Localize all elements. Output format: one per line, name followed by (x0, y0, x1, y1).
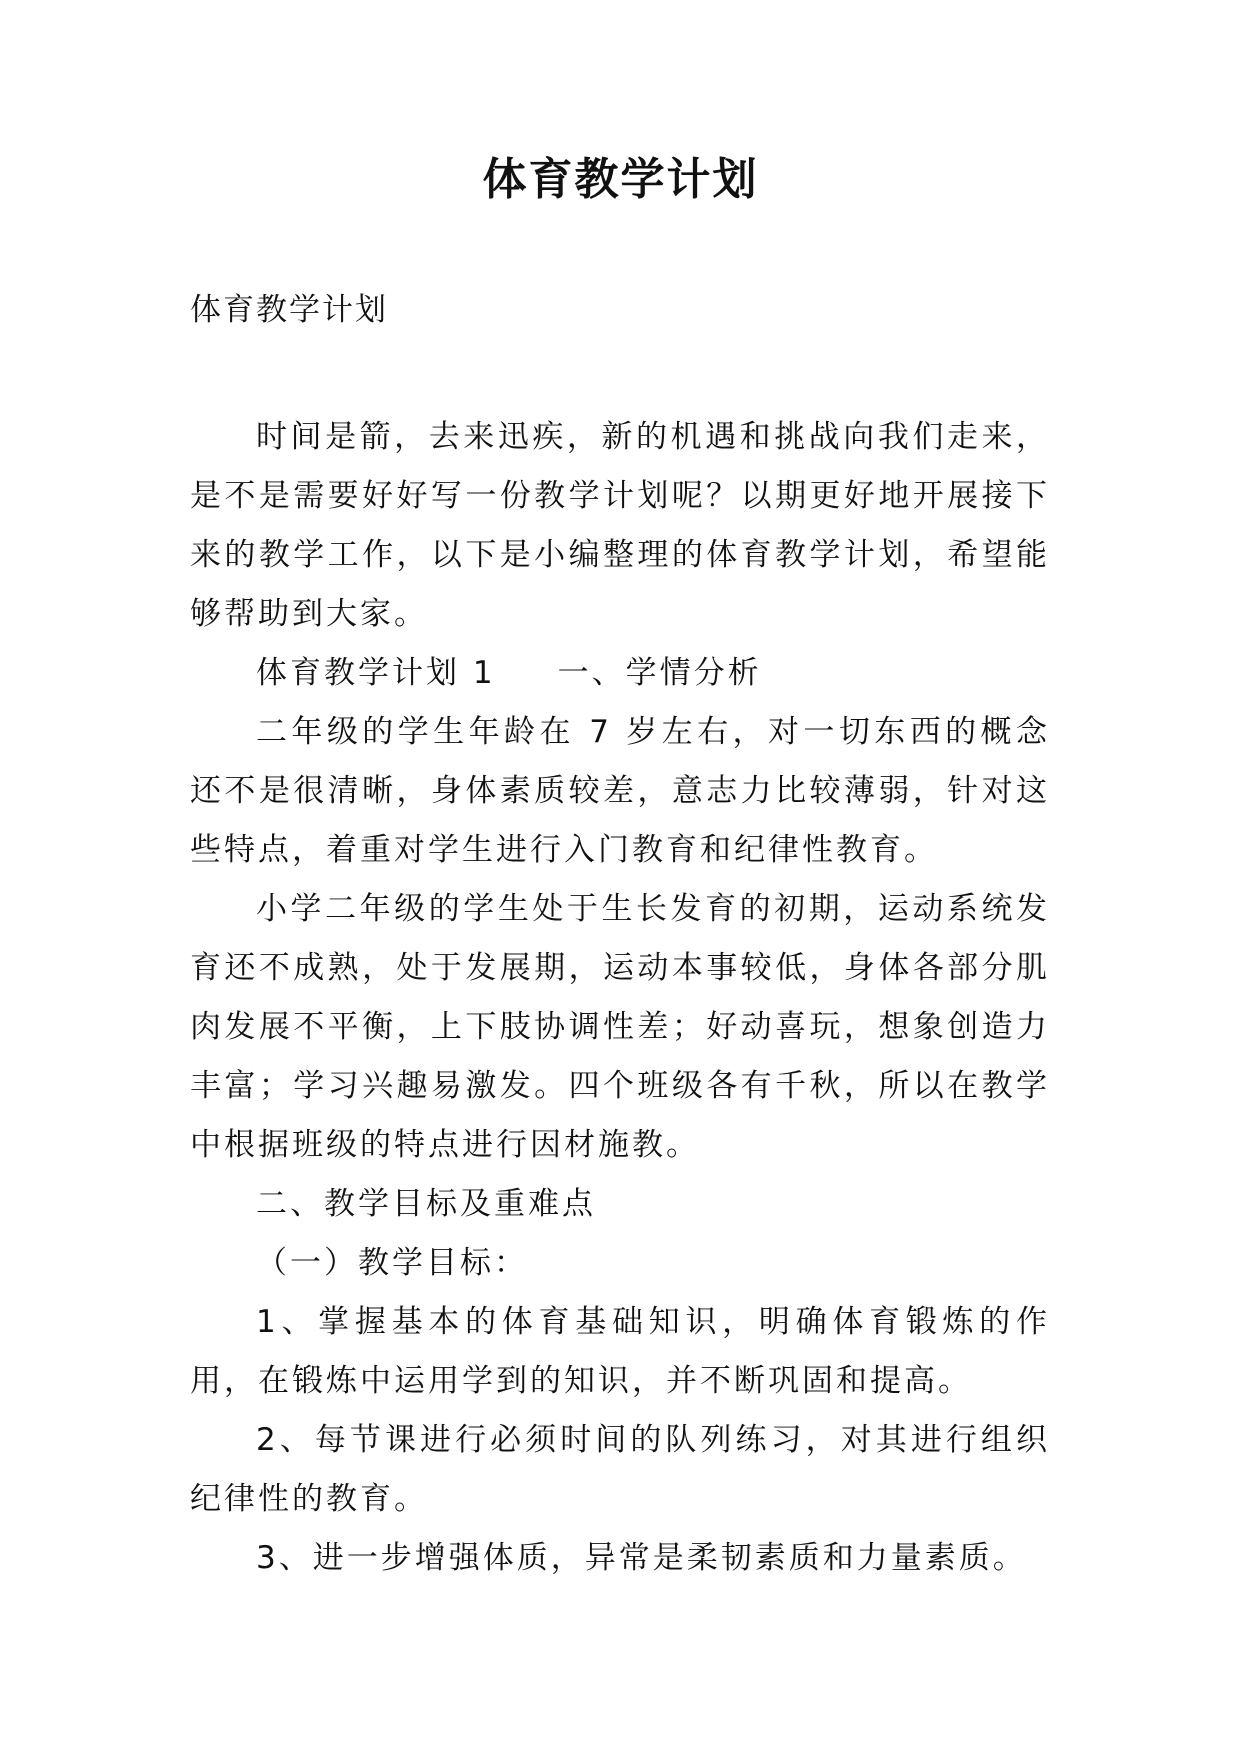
goal-2: 2、每节课进行必须时间的队列练习，对其进行组织纪律性的教育。 (190, 1422, 1050, 1517)
paragraph-2: 小学二年级的学生处于生长发育的初期，运动系统发育还不成熟，处于发展期，运动本事较低，身体各部分肌肉发展不平衡，上下肢协调性差；好动喜玩，想象创造力丰富；学习兴趣易激发。四个班级各有千秋，所以在教学中根据班级的特点进行因材施教。 (190, 891, 1050, 1163)
intro-paragraph: 时间是箭，去来迅疾，新的机遇和挑战向我们走来，是不是需要好好写一份教学计划呢？以期更好地开展接下来的教学工作，以下是小编整理的体育教学计划，希望能够帮助到大家。 (190, 419, 1050, 632)
goals-heading: （一）教学目标： (256, 1245, 528, 1281)
section1-subheading: 一、学情分析 (557, 655, 762, 691)
section1-heading: 体育教学计划 1 (256, 655, 496, 691)
section2-heading: 二、教学目标及重难点 (256, 1186, 596, 1222)
document-title: 体育教学计划 (482, 154, 759, 205)
goal-3: 3、进一步增强体质，异常是柔韧素质和力量素质。 (256, 1540, 1027, 1576)
document-body (190, 408, 1050, 1588)
paragraph-1: 二年级的学生年龄在 7 岁左右，对一切东西的概念还不是很清晰，身体素质较差，意志力比较薄弱，针对这些特点，着重对学生进行入门教育和纪律性教育。 (190, 714, 1050, 868)
goal-1: 1、掌握基本的体育基础知识，明确体育锻炼的作用，在锻炼中运用学到的知识，并不断巩固和提高。 (190, 1304, 1050, 1399)
document-subtitle: 体育教学计划 (190, 292, 388, 328)
section1-heading-line (190, 644, 1050, 703)
